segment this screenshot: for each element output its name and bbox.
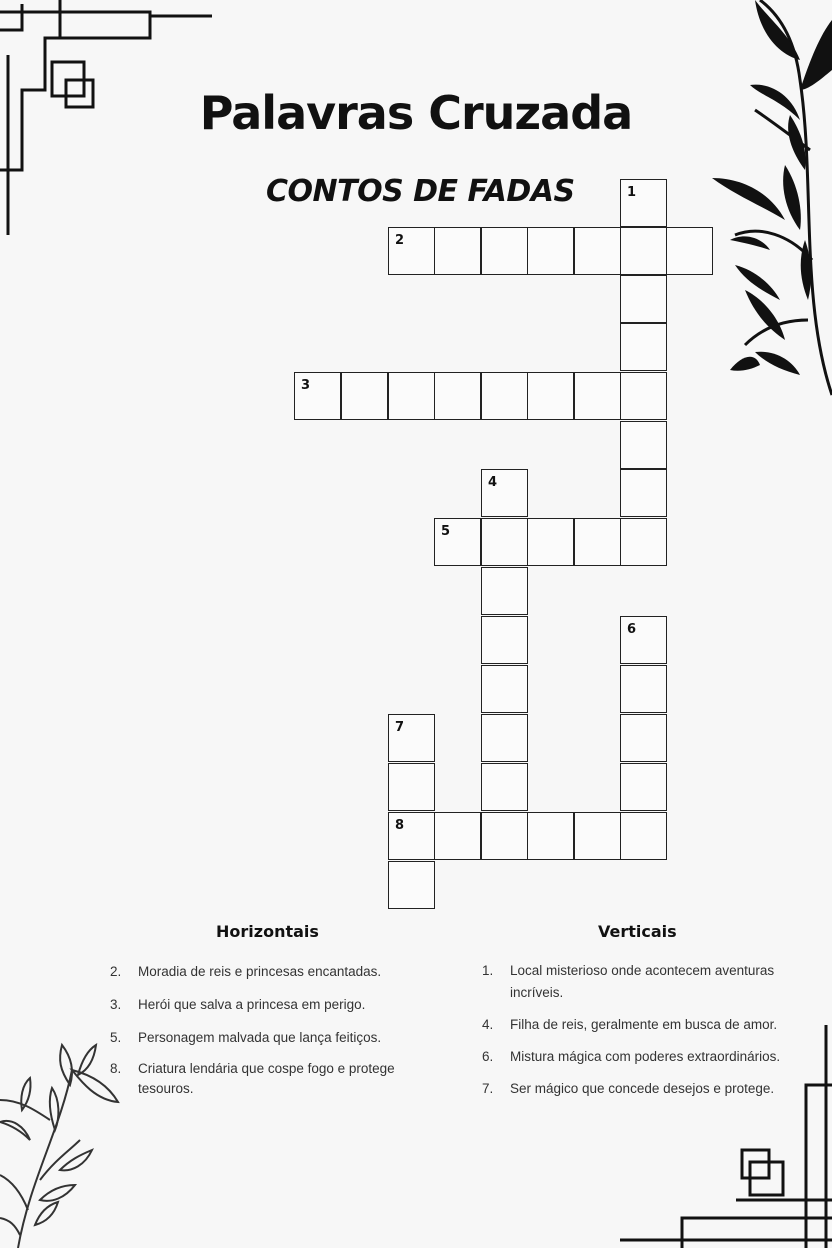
clue-item-text: Herói que salva a princesa em perigo. xyxy=(138,997,366,1012)
crossword-cell[interactable] xyxy=(481,763,528,811)
crossword-cell[interactable] xyxy=(481,518,528,566)
crossword-cell[interactable] xyxy=(481,227,528,275)
crossword-cell[interactable] xyxy=(620,421,667,469)
crossword-cell[interactable] xyxy=(434,372,481,420)
crossword-cell[interactable] xyxy=(481,812,528,860)
crossword-cell[interactable] xyxy=(388,812,435,860)
clue-item-number: 5. xyxy=(110,1030,122,1045)
clue-item-text: Mistura mágica com poderes extraordinários. xyxy=(510,1049,781,1064)
crossword-cell[interactable] xyxy=(481,616,528,664)
crossword-cell[interactable] xyxy=(620,714,667,762)
crossword-cell[interactable] xyxy=(574,227,621,275)
crossword-cell[interactable] xyxy=(620,179,667,227)
crossword-cell[interactable] xyxy=(481,469,528,517)
crossword-cell[interactable] xyxy=(620,518,667,566)
clue-item xyxy=(482,960,802,1004)
crossword-cell[interactable] xyxy=(294,372,341,420)
crossword-cell[interactable] xyxy=(574,812,621,860)
crossword-cell[interactable] xyxy=(388,714,435,762)
crossword-cell[interactable] xyxy=(388,372,435,420)
clue-item xyxy=(482,1078,802,1100)
clue-item xyxy=(482,1046,802,1068)
crossword-cell[interactable] xyxy=(620,763,667,811)
clue-item-text: Local misterioso onde acontecem aventuras incríveis. xyxy=(510,963,775,1000)
crossword-cell[interactable] xyxy=(574,372,621,420)
clue-item-number: 7. xyxy=(482,1081,494,1096)
crossword-cell[interactable] xyxy=(481,567,528,615)
crossword-cell[interactable] xyxy=(434,227,481,275)
crossword-cell[interactable] xyxy=(388,861,435,909)
clue-item-text: Moradia de reis e princesas encantadas. xyxy=(138,964,382,979)
crossword-cell[interactable] xyxy=(527,518,574,566)
clue-item-text: Criatura lendária que cospe fogo e protege tesouros. xyxy=(138,1061,395,1096)
horizontal-clues-list xyxy=(110,960,430,1099)
clue-item xyxy=(482,1014,802,1036)
clue-number: 3 xyxy=(301,378,311,393)
clue-item xyxy=(110,1059,430,1099)
clue-item-number: 8. xyxy=(110,1061,122,1076)
crossword-cell[interactable] xyxy=(434,812,481,860)
crossword-cell[interactable] xyxy=(527,227,574,275)
clue-item-number: 1. xyxy=(482,963,494,978)
clue-number: 6 xyxy=(627,622,637,637)
clue-item-number: 4. xyxy=(482,1017,494,1032)
clue-number: 2 xyxy=(395,233,405,248)
crossword-cell[interactable] xyxy=(481,665,528,713)
clue-number: 5 xyxy=(441,524,451,539)
crossword-cell[interactable] xyxy=(388,763,435,811)
crossword-cell[interactable] xyxy=(341,372,388,420)
clue-number: 1 xyxy=(627,185,637,200)
crossword-cell[interactable] xyxy=(620,665,667,713)
crossword-cell[interactable] xyxy=(434,518,481,566)
crossword-cell[interactable] xyxy=(620,469,667,517)
clue-item-text: Filha de reis, geralmente em busca de amor. xyxy=(510,1017,778,1032)
crossword-cell[interactable] xyxy=(527,372,574,420)
crossword-cell[interactable] xyxy=(620,275,667,323)
clue-item-text: Ser mágico que concede desejos e protege. xyxy=(510,1081,775,1096)
clue-item-text: Personagem malvada que lança feitiços. xyxy=(138,1030,382,1045)
vertical-clues-list xyxy=(482,960,802,1100)
clue-item-number: 6. xyxy=(482,1049,494,1064)
clue-item-number: 3. xyxy=(110,997,122,1012)
puzzle-theme: CONTOS DE FADAS xyxy=(266,174,575,209)
crossword-cell[interactable] xyxy=(481,372,528,420)
crossword-cell[interactable] xyxy=(666,227,713,275)
clue-number: 8 xyxy=(395,818,405,833)
page-title: Palavras Cruzada xyxy=(199,86,633,140)
horizontal-clues-heading: Horizontais xyxy=(216,922,319,941)
crossword-cell[interactable] xyxy=(620,616,667,664)
crossword-cell[interactable] xyxy=(620,227,667,275)
clue-item xyxy=(110,1026,430,1049)
clue-number: 4 xyxy=(488,475,498,490)
clue-number: 7 xyxy=(395,720,405,735)
crossword-cell[interactable] xyxy=(574,518,621,566)
crossword-cell[interactable] xyxy=(481,714,528,762)
crossword-cell[interactable] xyxy=(620,812,667,860)
clue-item xyxy=(110,993,430,1016)
crossword-cell[interactable] xyxy=(527,812,574,860)
crossword-cell[interactable] xyxy=(620,323,667,371)
vertical-clues-heading: Verticais xyxy=(598,922,677,941)
crossword-cell[interactable] xyxy=(388,227,435,275)
crossword-cell[interactable] xyxy=(620,372,667,420)
clue-item-number: 2. xyxy=(110,964,122,979)
clue-item xyxy=(110,960,430,983)
